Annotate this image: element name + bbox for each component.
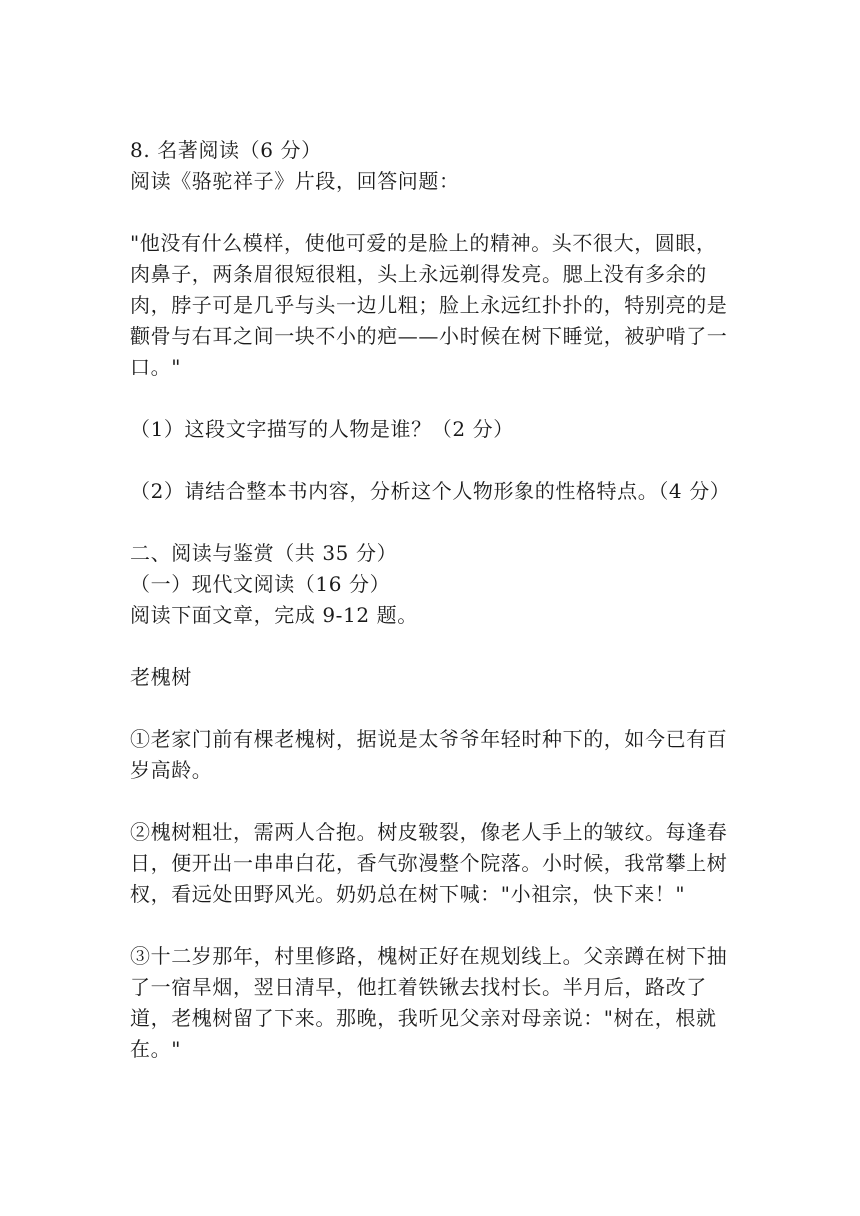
sub-question-1: （1）这段文字描写的人物是谁？（2 分） <box>130 417 514 441</box>
spacer <box>130 445 730 476</box>
document-body <box>130 135 730 1065</box>
question-8-heading: 8. 名著阅读（6 分） <box>130 138 322 162</box>
spacer <box>130 197 730 228</box>
spacer <box>130 786 730 817</box>
article-paragraph-1: ①老家门前有棵老槐树，据说是太爷爷年轻时种下的，如今已有百岁高龄。 <box>130 727 728 782</box>
article-paragraph-3: ③十二岁那年，村里修路，槐树正好在规划线上。父亲蹲在树下抽了一宿旱烟，翌日清早，他扛着铁锹去找村长。半月后，路改了道，老槐树留了下来。那晚，我听见父亲对母亲说："树在，根就在。" <box>130 944 728 1061</box>
sub-question-2: （2）请结合整本书内容，分析这个人物形象的性格特点。（4 分） <box>130 479 731 503</box>
spacer <box>130 507 730 538</box>
article-title: 老槐树 <box>130 665 192 689</box>
subsection-heading: （一）现代文阅读（16 分） <box>130 572 391 596</box>
section-2-instruction: 阅读下面文章，完成 9-12 题。 <box>130 603 418 627</box>
spacer <box>130 910 730 941</box>
article-paragraph-2: ②槐树粗壮，需两人合抱。树皮皲裂，像老人手上的皱纹。每逢春日，便开出一串串白花，香气弥漫整个院落。小时候，我常攀上树杈，看远处田野风光。奶奶总在树下喊："小祖宗，快下来！" <box>130 820 728 906</box>
novel-excerpt: "他没有什么模样，使他可爱的是脸上的精神。头不很大，圆眼，肉鼻子，两条眉很短很粗，头上永远剃得发亮。腮上没有多余的肉，脖子可是几乎与头一边儿粗；脸上永远红扑扑的，特别亮的是颧骨与右耳之间一块不小的疤——小时候在树下睡觉，被驴啃了一口。" <box>130 231 728 379</box>
spacer <box>130 693 730 724</box>
spacer <box>130 631 730 662</box>
spacer <box>130 383 730 414</box>
question-8-instruction: 阅读《骆驼祥子》片段，回答问题： <box>130 169 460 193</box>
section-2-heading: 二、阅读与鉴赏（共 35 分） <box>130 541 398 565</box>
